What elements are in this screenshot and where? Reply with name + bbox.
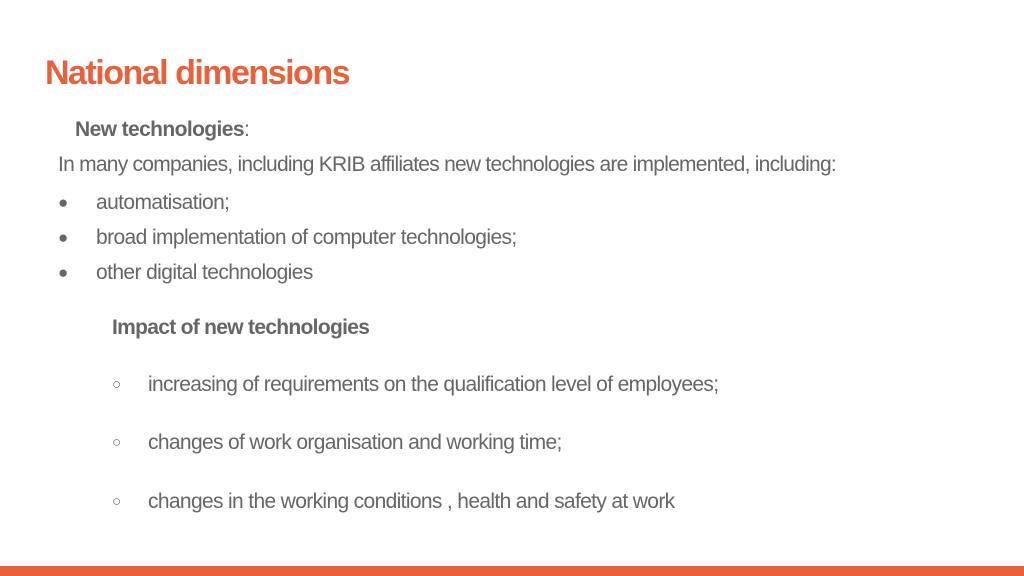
bullet-item-automatisation — [58, 185, 517, 220]
filled-circle-bullet-icon: ● — [58, 227, 69, 247]
bullet-item-computer-technologies — [58, 220, 517, 255]
impact-text: increasing of requirements on the qualification level of employees; — [148, 373, 719, 396]
section-heading-colon: : — [243, 118, 250, 141]
bottom-accent-bar — [0, 566, 1024, 576]
bullet-item-digital-technologies — [58, 255, 517, 290]
intro-text: In many companies, including KRIB affiliates new technologies are implemented, including: — [58, 153, 836, 176]
bullet-text: automatisation; — [96, 190, 230, 214]
filled-circle-bullet-icon: ● — [58, 262, 69, 282]
section-heading — [75, 115, 249, 145]
hollow-circle-bullet-icon: ○ — [112, 434, 122, 451]
bullet-text: other digital technologies — [96, 260, 313, 284]
slide-title: National dimensions — [45, 54, 349, 92]
hollow-circle-bullet-icon: ○ — [112, 493, 122, 510]
section-heading-label: New technologies — [75, 118, 244, 141]
hollow-circle-bullet-icon: ○ — [112, 376, 122, 393]
impact-text: changes of work organisation and working time; — [148, 431, 562, 454]
impact-item-work-organisation — [112, 428, 562, 458]
bullet-text: broad implementation of computer technologies; — [96, 225, 517, 249]
impact-item-qualification — [112, 370, 718, 400]
impact-text: changes in the working conditions , health and safety at work — [148, 490, 675, 513]
impact-heading: Impact of new technologies — [112, 316, 370, 339]
technology-bullet-list — [58, 185, 517, 290]
impact-item-working-conditions — [112, 487, 675, 517]
filled-circle-bullet-icon: ● — [58, 192, 69, 212]
